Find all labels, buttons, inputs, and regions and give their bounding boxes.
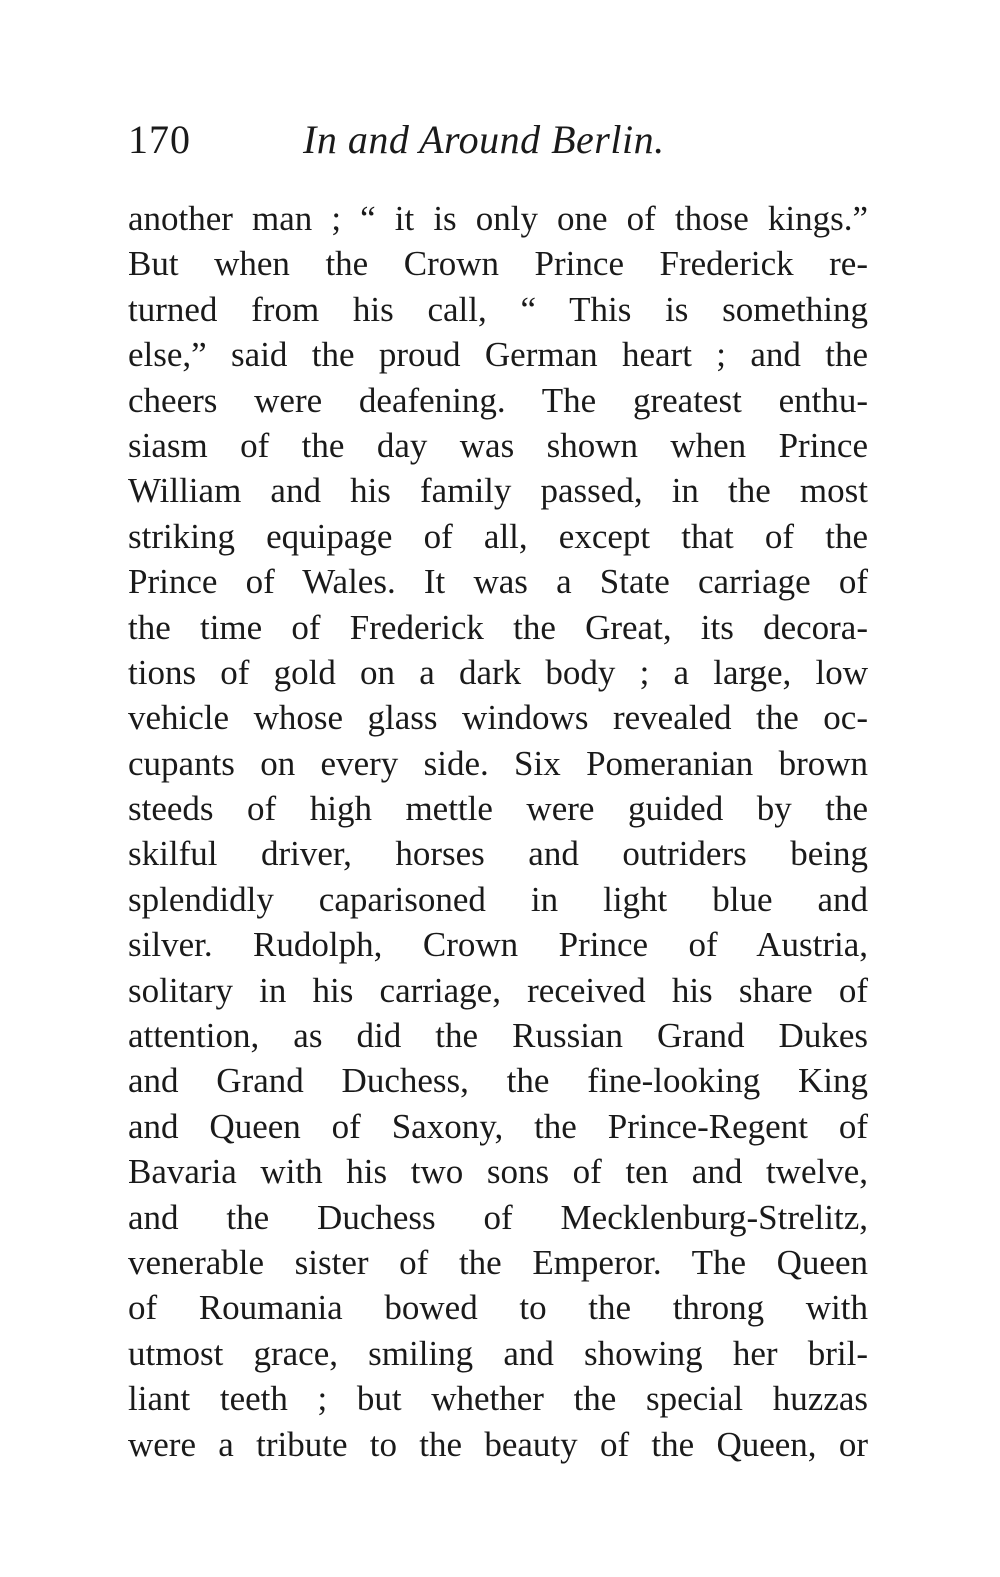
text-line: the time of Frederick the Great, its decora- <box>128 607 868 647</box>
text-line: splendidly caparisoned in light blue and <box>128 879 868 919</box>
text-line: another man ; “ it is only one of those kings.” <box>128 199 868 238</box>
text-line: turned from his call, “ This is something <box>128 289 868 329</box>
text-line: Bavaria with his two sons of ten and twelve, <box>128 1152 868 1192</box>
text-line: cheers were deafening. The greatest enthu- <box>128 380 868 420</box>
text-line: else,” said the proud German heart ; and the <box>128 335 868 375</box>
text-line: William and his family passed, in the most <box>128 471 868 511</box>
text-line: and the Duchess of Mecklenburg-Strelitz, <box>128 1197 868 1237</box>
body-text <box>128 196 868 1467</box>
text-line: were a tribute to the beauty of the Queen, or <box>128 1424 868 1464</box>
text-line: skilful driver, horses and outriders being <box>128 834 868 874</box>
text-line: cupants on every side. Six Pomeranian brown <box>128 743 868 783</box>
text-line: striking equipage of all, except that of the <box>128 516 868 556</box>
text-line: of Roumania bowed to the throng with <box>128 1288 868 1328</box>
text-line: steeds of high mettle were guided by the <box>128 789 868 829</box>
text-line: liant teeth ; but whether the special huzzas <box>128 1379 868 1419</box>
text-line: attention, as did the Russian Grand Dukes <box>128 1016 868 1056</box>
running-title: In and Around Berlin. <box>303 117 665 162</box>
running-head <box>128 116 868 166</box>
text-line: solitary in his carriage, received his share of <box>128 970 868 1010</box>
text-line: vehicle whose glass windows revealed the oc- <box>128 698 868 738</box>
text-line: silver. Rudolph, Crown Prince of Austria, <box>128 925 868 965</box>
page-number: 170 <box>128 117 191 162</box>
text-line: and Grand Duchess, the fine-looking King <box>128 1061 868 1101</box>
text-line: and Queen of Saxony, the Prince-Regent of <box>128 1106 868 1146</box>
text-line: But when the Crown Prince Frederick re- <box>128 244 868 284</box>
text-line: venerable sister of the Emperor. The Queen <box>128 1242 868 1282</box>
text-line: utmost grace, smiling and showing her bril- <box>128 1333 868 1373</box>
text-line: siasm of the day was shown when Prince <box>128 425 868 465</box>
text-line: Prince of Wales. It was a State carriage of <box>128 562 868 602</box>
text-line: tions of gold on a dark body ; a large, low <box>128 652 868 692</box>
